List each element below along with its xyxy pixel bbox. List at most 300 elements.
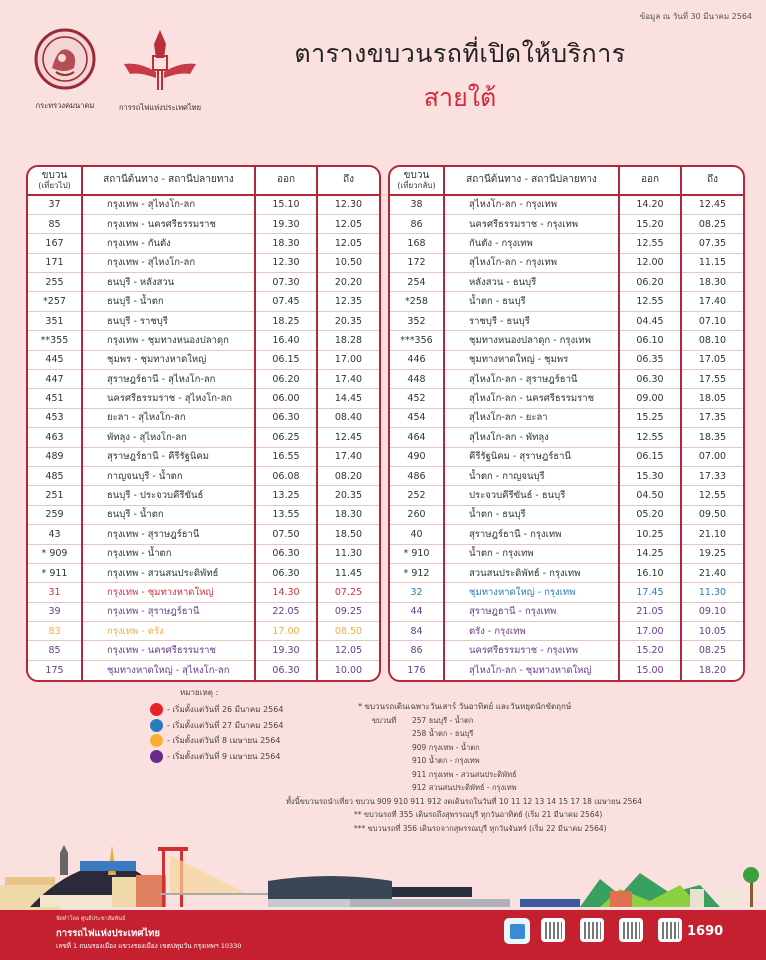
table-row: [390, 292, 743, 311]
arrive-cell: 17.33: [681, 466, 743, 485]
depart-cell: 14.30: [255, 583, 317, 602]
train-no-cell: 453: [28, 408, 82, 427]
footer-bar: [0, 910, 766, 960]
depart-cell: 06.00: [255, 389, 317, 408]
route-cell: สุราษฎร์ธานี - สุไหงโก-ลก: [82, 370, 255, 389]
table-row: [28, 525, 379, 544]
train-no-cell: 32: [390, 583, 444, 602]
route-cell: น้ำตก - ธนบุรี: [444, 292, 619, 311]
table-row: [28, 428, 379, 447]
footer-org-name: การรถไฟแห่งประเทศไทย: [56, 928, 160, 939]
legend-label: - เริ่มตั้งแต่วันที่ 27 มีนาคม 2564: [167, 720, 284, 730]
header-train-no: [28, 167, 82, 195]
train-no-cell: 39: [28, 602, 82, 621]
inbound-timetable: [388, 165, 745, 682]
ministry-logo-block: [30, 28, 100, 112]
train-no-cell: 171: [28, 253, 82, 272]
train-no-cell: 463: [28, 428, 82, 447]
train-no-cell: 485: [28, 466, 82, 485]
list-item: 912 สวนสนประดิพัทธ์ - กรุงเทพ: [412, 783, 517, 792]
table-row: [28, 622, 379, 641]
header-arrive: ถึง: [317, 167, 379, 195]
train-no-cell: 31: [28, 583, 82, 602]
list-item: 909 กรุงเทพ - น้ำตก: [412, 742, 480, 752]
route-cell: คีรีรัฐนิคม - สุราษฎร์ธานี: [444, 447, 619, 466]
route-cell: กรุงเทพ - สวนสนประดิพัทธ์: [82, 563, 255, 582]
page-subtitle: สายใต้: [423, 83, 497, 112]
table-row: [390, 641, 743, 660]
train-no-cell: 172: [390, 253, 444, 272]
arrive-cell: 08.50: [317, 622, 379, 641]
header-train-no: [390, 167, 444, 195]
header-train-sub: (เที่ยวกลับ): [397, 180, 436, 190]
arrive-cell: 08.25: [681, 641, 743, 660]
table-row: [390, 660, 743, 679]
arrive-cell: 18.30: [681, 273, 743, 292]
table-row: [28, 447, 379, 466]
table-row: [28, 505, 379, 524]
depart-cell: 12.55: [619, 428, 681, 447]
footer-address: เลขที่ 1 ถนนรองเมือง แขวงรองเมือง เขตปทุมวัน กรุงเทพฯ 10330: [56, 942, 242, 950]
header-depart: ออก: [619, 167, 681, 195]
legend-item: [150, 718, 283, 734]
arrive-cell: 12.30: [317, 195, 379, 214]
route-cell: ธนบุรี - ประจวบคีรีขันธ์: [82, 486, 255, 505]
arrive-cell: 18.28: [317, 331, 379, 350]
arrive-cell: 11.30: [681, 583, 743, 602]
legend-dot-red-icon: [150, 703, 163, 716]
depart-cell: 09.00: [619, 389, 681, 408]
list-label: ขบวนที่: [372, 715, 397, 725]
route-cell: นครศรีธรรมราช - กรุงเทพ: [444, 214, 619, 233]
train-no-cell: 448: [390, 370, 444, 389]
depart-cell: 16.40: [255, 331, 317, 350]
table-row: [28, 214, 379, 233]
route-cell: กาญจนบุรี - น้ำตก: [82, 466, 255, 485]
header-train-label: ขบวน: [403, 170, 430, 182]
date-line: ข้อมูล ณ วันที่ 30 มีนาคม 2564: [639, 12, 752, 21]
table-row: [390, 583, 743, 602]
note-suspension: ทั้งนี้ขบวนรถนำเที่ยว ขบวน 909 910 911 912 งดเดินรถในวันที่ 10 11 12 13 14 15 17 18 เมษายน 2564: [286, 796, 642, 806]
train-no-cell: 85: [28, 214, 82, 233]
depart-cell: 07.30: [255, 273, 317, 292]
route-cell: กรุงเทพ - สุไหงโก-ลก: [82, 253, 255, 272]
weekend-train-list: [358, 714, 642, 795]
table-row: [390, 214, 743, 233]
table-row: [390, 350, 743, 369]
train-no-cell: 175: [45, 664, 64, 676]
table-row: [28, 331, 379, 350]
table-row: [28, 370, 379, 389]
route-cell: กันตัง - กรุงเทพ: [444, 234, 619, 253]
legend-dot-orange-icon: [150, 734, 163, 747]
depart-cell: 15.00: [619, 660, 681, 679]
depart-cell: 06.10: [619, 331, 681, 350]
route-cell: นครศรีธรรมราช - สุไหงโก-ลก: [82, 389, 255, 408]
train-no-cell: 254: [390, 273, 444, 292]
arrive-cell: 19.25: [681, 544, 743, 563]
table-row: [28, 273, 379, 292]
route-cell: สุราษฎร์ธานี - กรุงเทพ: [444, 525, 619, 544]
depart-cell: 06.35: [619, 350, 681, 369]
depart-cell: 17.00: [619, 622, 681, 641]
arrive-cell: 12.35: [317, 292, 379, 311]
header-train-sub: (เที่ยวไป): [38, 180, 71, 190]
route-cell: กรุงเทพ - สุราษฎร์ธานี: [82, 525, 255, 544]
depart-cell: 06.08: [255, 466, 317, 485]
table-row: [390, 370, 743, 389]
arrive-cell: 20.35: [317, 311, 379, 330]
depart-cell: 12.55: [619, 292, 681, 311]
list-item: 910 น้ำตก - กรุงเทพ: [412, 756, 480, 765]
table-row: [28, 234, 379, 253]
table-row: [28, 311, 379, 330]
table-row: [390, 195, 743, 214]
train-no-cell: 451: [28, 389, 82, 408]
route-cell: กรุงเทพ - สุราษฎร์ธานี: [82, 602, 255, 621]
train-no-cell: 445: [28, 350, 82, 369]
arrive-cell: 07.10: [681, 311, 743, 330]
arrive-cell: 12.55: [681, 486, 743, 505]
train-no-cell: 259: [28, 505, 82, 524]
depart-cell: 12.00: [619, 253, 681, 272]
arrive-cell: 17.00: [317, 350, 379, 369]
train-no-cell: 464: [390, 428, 444, 447]
depart-cell: 04.45: [619, 311, 681, 330]
color-legend: [150, 686, 283, 764]
depart-cell: 06.30: [619, 370, 681, 389]
table-row: [390, 389, 743, 408]
train-no-cell: 489: [28, 447, 82, 466]
train-no-cell: 251: [28, 486, 82, 505]
table-row: [28, 389, 379, 408]
table-row: [390, 428, 743, 447]
train-no-cell: 446: [390, 350, 444, 369]
train-no-cell: 83: [28, 622, 82, 641]
legend-label: - เริ่มตั้งแต่วันที่ 26 มีนาคม 2564: [167, 705, 284, 715]
srt-caption: การรถไฟแห่งประเทศไทย: [118, 103, 202, 112]
train-no-cell: 252: [390, 486, 444, 505]
table-row: [390, 408, 743, 427]
legend-label: - เริ่มตั้งแต่วันที่ 9 เมษายน 2564: [167, 751, 281, 761]
arrive-cell: 08.10: [681, 331, 743, 350]
table-row: [28, 486, 379, 505]
ministry-seal-icon: [34, 28, 96, 90]
train-no-cell: * 909: [28, 544, 82, 563]
route-cell: สุไหงโก-ลก - พัทลุง: [444, 428, 619, 447]
arrive-cell: 20.35: [317, 486, 379, 505]
route-cell: ชุมทางหนองปลาดุก - กรุงเทพ: [444, 331, 619, 350]
table-row: [390, 447, 743, 466]
note-weekend-only: * ขบวนรถเดินเฉพาะวันเสาร์ วันอาทิตย์ และวันหยุดนักขัตฤกษ์: [358, 702, 572, 711]
skyline-illustration: [0, 845, 766, 910]
arrive-cell: 18.35: [681, 428, 743, 447]
legend-dot-blue-icon: [150, 719, 163, 732]
train-no-cell: *257: [28, 292, 82, 311]
hotline-number[interactable]: 1690: [687, 924, 724, 939]
depart-cell: 15.25: [619, 408, 681, 427]
legend-item: [150, 702, 283, 718]
train-no-cell: 168: [390, 234, 444, 253]
table-row: [390, 486, 743, 505]
table-row: [28, 408, 379, 427]
arrive-cell: 11.15: [681, 253, 743, 272]
qr-code-website-icon[interactable]: [541, 918, 565, 942]
route-cell: ยะลา - สุไหงโก-ลก: [82, 408, 255, 427]
depart-cell: 17.00: [255, 622, 317, 641]
train-no-cell: 44: [390, 602, 444, 621]
header-route: สถานีต้นทาง - สถานีปลายทาง: [444, 167, 619, 195]
table-row: [390, 622, 743, 641]
route-cell: น้ำตก - ธนบุรี: [444, 505, 619, 524]
arrive-cell: 17.35: [681, 408, 743, 427]
header-train-label: ขบวน: [41, 170, 68, 182]
depart-cell: 06.30: [255, 563, 317, 582]
arrive-cell: 12.05: [317, 214, 379, 233]
table-row: [28, 544, 379, 563]
train-no-cell: **355: [28, 331, 82, 350]
depart-cell: 05.20: [619, 505, 681, 524]
arrive-cell: 18.05: [681, 389, 743, 408]
depart-cell: 15.20: [619, 641, 681, 660]
route-cell: สุไหงโก-ลก - ยะลา: [444, 408, 619, 427]
train-no-cell: 85: [28, 641, 82, 660]
legend-item: [150, 733, 283, 749]
depart-cell: 06.15: [255, 350, 317, 369]
arrive-cell: 12.05: [317, 641, 379, 660]
srt-app-icon[interactable]: [504, 918, 530, 944]
depart-cell: 12.30: [255, 253, 317, 272]
arrive-cell: 08.20: [317, 466, 379, 485]
arrive-cell: 14.45: [317, 389, 379, 408]
table-row: [390, 466, 743, 485]
route-cell: สุไหงโก-ลก - กรุงเทพ: [444, 195, 619, 214]
depart-cell: 07.50: [255, 525, 317, 544]
arrive-cell: 08.40: [317, 408, 379, 427]
train-no-cell: 84: [390, 622, 444, 641]
arrive-cell: 18.50: [317, 525, 379, 544]
depart-cell: 19.30: [255, 641, 317, 660]
arrive-cell: 21.40: [681, 563, 743, 582]
table-row: [390, 253, 743, 272]
arrive-cell: 17.55: [681, 370, 743, 389]
depart-cell: 15.20: [619, 214, 681, 233]
route-cell: สุไหงโก-ลก - สุราษฎร์ธานี: [444, 370, 619, 389]
arrive-cell: 10.00: [317, 660, 379, 679]
route-cell: ธนบุรี - ราชบุรี: [82, 311, 255, 330]
train-no-cell: * 910: [390, 544, 444, 563]
depart-cell: 06.30: [255, 660, 317, 679]
route-cell: ชุมทางหาดใหญ่ - กรุงเทพ: [444, 583, 619, 602]
train-no-cell: 454: [390, 408, 444, 427]
train-no-cell: 86: [390, 641, 444, 660]
route-cell: กรุงเทพ - ชุมทางหนองปลาดุก: [82, 331, 255, 350]
table-row: [390, 331, 743, 350]
page-title: ตารางขบวนรถที่เปิดให้บริการ: [294, 39, 626, 68]
route-cell: นครศรีธรรมราช - กรุงเทพ: [444, 641, 619, 660]
route-cell: น้ำตก - กรุงเทพ: [444, 544, 619, 563]
route-cell: กรุงเทพ - นครศรีธรรมราช: [82, 214, 255, 233]
train-no-cell: 37: [28, 195, 82, 214]
list-item: 911 กรุงเทพ - สวนสนประดิพัทธ์: [412, 769, 517, 779]
train-no-cell: 43: [28, 525, 82, 544]
train-no-cell: 40: [390, 525, 444, 544]
arrive-cell: 20.20: [317, 273, 379, 292]
table-row: [390, 273, 743, 292]
qr-code-youtube-icon[interactable]: [619, 918, 643, 942]
arrive-cell: 18.20: [681, 660, 743, 679]
srt-logo-block: [112, 28, 208, 114]
table-row: [390, 311, 743, 330]
qr-code-line-icon[interactable]: [658, 918, 682, 942]
train-no-cell: 176: [407, 664, 426, 676]
arrive-cell: 12.05: [317, 234, 379, 253]
train-no-cell: * 911: [28, 563, 82, 582]
route-cell: กรุงเทพ - น้ำตก: [82, 544, 255, 563]
route-cell: ราชบุรี - ธนบุรี: [444, 311, 619, 330]
route-cell: ธนบุรี - หลังสวน: [82, 273, 255, 292]
train-no-cell: * 912: [390, 563, 444, 582]
depart-cell: 06.20: [255, 370, 317, 389]
legend-title: หมายเหตุ :: [180, 688, 219, 697]
train-no-cell: 490: [390, 447, 444, 466]
depart-cell: 06.25: [255, 428, 317, 447]
table-row: [28, 350, 379, 369]
route-cell: สุไหงโก-ลก - กรุงเทพ: [444, 253, 619, 272]
depart-cell: 18.25: [255, 311, 317, 330]
arrive-cell: 10.50: [317, 253, 379, 272]
outbound-timetable: [26, 165, 381, 682]
table-row: [28, 602, 379, 621]
depart-cell: 13.25: [255, 486, 317, 505]
depart-cell: 14.20: [619, 195, 681, 214]
depart-cell: 06.15: [619, 447, 681, 466]
depart-cell: 13.55: [255, 505, 317, 524]
route-cell: กรุงเทพ - ชุมทางหาดใหญ่: [82, 583, 255, 602]
table-row: [390, 544, 743, 563]
arrive-cell: 17.05: [681, 350, 743, 369]
route-cell: สวนสนประดิพัทธ์ - กรุงเทพ: [444, 563, 619, 582]
train-no-cell: 260: [390, 505, 444, 524]
train-no-cell: 447: [28, 370, 82, 389]
arrive-cell: 09.10: [681, 602, 743, 621]
depart-cell: 14.25: [619, 544, 681, 563]
footer-produced-by: จัดทำโดย ศูนย์ประชาสัมพันธ์: [56, 916, 126, 922]
legend-dot-purple-icon: [150, 750, 163, 763]
table-row: [28, 292, 379, 311]
route-cell: หลังสวน - ธนบุรี: [444, 273, 619, 292]
arrive-cell: 10.05: [681, 622, 743, 641]
route-cell: กรุงเทพ - สุไหงโก-ลก: [82, 195, 255, 214]
train-no-cell: 86: [390, 214, 444, 233]
depart-cell: 22.05: [255, 602, 317, 621]
route-cell: ชุมทางหาดใหญ่ - สุไหงโก-ลก: [82, 660, 255, 679]
footnotes: [286, 700, 642, 835]
qr-code-facebook-icon[interactable]: [580, 918, 604, 942]
route-cell: สุไหงโก-ลก - ชุมทางหาดใหญ่: [444, 660, 619, 679]
arrive-cell: 07.25: [317, 583, 379, 602]
table-row: [390, 234, 743, 253]
list-item: 257 ธนบุรี - น้ำตก: [412, 715, 474, 725]
train-no-cell: ***356: [390, 331, 444, 350]
table-row: [390, 563, 743, 582]
arrive-cell: 17.40: [681, 292, 743, 311]
arrive-cell: 11.45: [317, 563, 379, 582]
route-cell: ชุมพร - ชุมทางหาดใหญ่: [82, 350, 255, 369]
arrive-cell: 09.25: [317, 602, 379, 621]
route-cell: กรุงเทพ - นครศรีธรรมราช: [82, 641, 255, 660]
table-row: [28, 641, 379, 660]
route-cell: สุไหงโก-ลก - นครศรีธรรมราช: [444, 389, 619, 408]
train-no-cell: 38: [390, 195, 444, 214]
route-cell: ธนบุรี - น้ำตก: [82, 292, 255, 311]
train-no-cell: 352: [390, 311, 444, 330]
route-cell: ประจวบคีรีขันธ์ - ธนบุรี: [444, 486, 619, 505]
route-cell: สุราษฎร์ธานี - คีรีรัฐนิคม: [82, 447, 255, 466]
header-depart: ออก: [255, 167, 317, 195]
list-item: 258 น้ำตก - ธนบุรี: [412, 729, 474, 738]
depart-cell: 16.10: [619, 563, 681, 582]
table-row: [390, 525, 743, 544]
table-row: [28, 660, 379, 679]
table-row: [28, 563, 379, 582]
legend-item: [150, 749, 283, 765]
route-cell: ชุมทางหาดใหญ่ - ชุมพร: [444, 350, 619, 369]
route-cell: ธนบุรี - น้ำตก: [82, 505, 255, 524]
table-row: [28, 583, 379, 602]
depart-cell: 17.45: [619, 583, 681, 602]
depart-cell: 10.25: [619, 525, 681, 544]
depart-cell: 18.30: [255, 234, 317, 253]
arrive-cell: 17.40: [317, 370, 379, 389]
arrive-cell: 07.35: [681, 234, 743, 253]
depart-cell: 15.10: [255, 195, 317, 214]
table-row: [28, 195, 379, 214]
arrive-cell: 12.45: [681, 195, 743, 214]
route-cell: น้ำตก - กาญจนบุรี: [444, 466, 619, 485]
arrive-cell: 18.30: [317, 505, 379, 524]
depart-cell: 06.20: [619, 273, 681, 292]
route-cell: กรุงเทพ - กันตัง: [82, 234, 255, 253]
depart-cell: 15.30: [619, 466, 681, 485]
train-no-cell: 255: [28, 273, 82, 292]
route-cell: พัทลุง - สุไหงโก-ลก: [82, 428, 255, 447]
route-cell: กรุงเทพ - ตรัง: [82, 622, 255, 641]
header-route: สถานีต้นทาง - สถานีปลายทาง: [82, 167, 255, 195]
arrive-cell: 07.00: [681, 447, 743, 466]
train-no-cell: 167: [28, 234, 82, 253]
arrive-cell: 09.50: [681, 505, 743, 524]
note-356: *** ขบวนรถที่ 356 เดินรถจากสุพรรณบุรี ทุกวันจันทร์ (เริ่ม 22 มีนาคม 2564): [354, 823, 607, 833]
table-header-row: [28, 167, 379, 195]
srt-winged-emblem-icon: [120, 28, 200, 92]
ministry-caption: กระทรวงคมนาคม: [35, 101, 95, 110]
depart-cell: 07.45: [255, 292, 317, 311]
arrive-cell: 12.45: [317, 428, 379, 447]
train-no-cell: *258: [390, 292, 444, 311]
arrive-cell: 21.10: [681, 525, 743, 544]
arrive-cell: 17.40: [317, 447, 379, 466]
route-cell: สุราษฎธานี - กรุงเทพ: [444, 602, 619, 621]
train-no-cell: 452: [390, 389, 444, 408]
table-row: [390, 602, 743, 621]
depart-cell: 12.55: [619, 234, 681, 253]
depart-cell: 06.30: [255, 544, 317, 563]
app-glyph-icon: [510, 924, 525, 939]
legend-label: - เริ่มตั้งแต่วันที่ 8 เมษายน 2564: [167, 736, 281, 746]
header-arrive: ถึง: [681, 167, 743, 195]
table-header-row: [390, 167, 743, 195]
